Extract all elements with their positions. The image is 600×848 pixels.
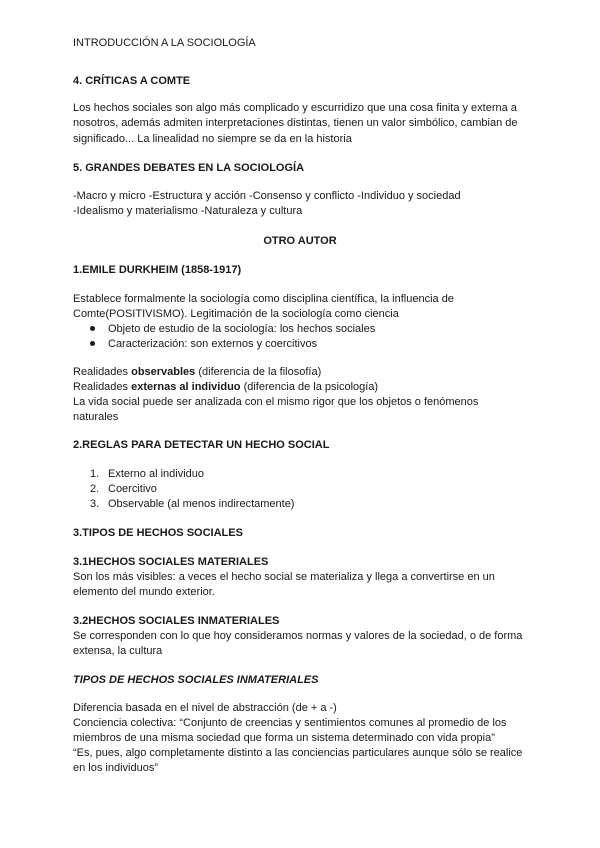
inmateriales-heading: 3.2HECHOS SOCIALES INMATERIALES <box>73 615 280 627</box>
bullet-marker <box>90 337 95 352</box>
list-number: 1. <box>90 468 100 480</box>
tipos-inmateriales-heading: TIPOS DE HECHOS SOCIALES INMATERIALES <box>73 674 319 686</box>
list-number: 3. <box>90 498 100 510</box>
paragraph-line: Son los más visibles: a veces el hecho social se materializa y llega a convertirse en un <box>73 571 495 583</box>
section-5-heading: 5. GRANDES DEBATES EN LA SOCIOLOGÍA <box>73 162 305 174</box>
paragraph-line: extensa, la cultura <box>73 645 163 657</box>
list-number: 2. <box>90 483 100 495</box>
paragraph-line: Los hechos sociales son algo más complicado y escurridizo que una cosa finita y externa a <box>73 102 517 114</box>
paragraph-line: La vida social puede ser analizada con el mismo rigor que los objetos o fenómenos <box>73 396 479 408</box>
section-4-heading: 4. CRÍTICAS A COMTE <box>73 75 191 87</box>
materiales-heading: 3.1HECHOS SOCIALES MATERIALES <box>73 556 269 568</box>
externas-line: Realidades externas al individuo (diferencia de la psicología) <box>73 381 379 393</box>
otro-autor-heading: OTRO AUTOR <box>263 235 337 247</box>
document-header-title: INTRODUCCIÓN A LA SOCIOLOGÍA <box>73 37 256 49</box>
bullet-item: Objeto de estudio de la sociología: los hechos sociales <box>108 323 376 335</box>
paragraph-line: nosotros, además admiten interpretaciones distintas, tienen un valor simbólico, cambian de <box>73 117 518 129</box>
reglas-heading: 2.REGLAS PARA DETECTAR UN HECHO SOCIAL <box>73 439 330 451</box>
paragraph-line: elemento del mundo exterior. <box>73 586 215 598</box>
bullet-marker <box>90 322 95 337</box>
paragraph-line: -Macro y micro -Estructura y acción -Consenso y conflicto -Individuo y sociedad <box>73 190 461 202</box>
tipos-heading: 3.TIPOS DE HECHOS SOCIALES <box>73 527 243 539</box>
durkheim-heading: 1.EMILE DURKHEIM (1858-1917) <box>73 264 242 276</box>
bullet-item: Caracterización: son externos y coercitivos <box>108 338 318 350</box>
paragraph-line: “Es, pues, algo completamente distinto a las conciencias particulares aunque sólo se realice <box>73 747 523 759</box>
paragraph-line: Establece formalmente la sociología como disciplina científica, la influencia de <box>73 293 454 305</box>
list-item: Observable (al menos indirectamente) <box>108 498 295 510</box>
paragraph-line: Conciencia colectiva: “Conjunto de creencias y sentimientos comunes al promedio de los <box>73 717 507 729</box>
list-item: Externo al individuo <box>108 468 205 480</box>
paragraph-line: significado... La linealidad no siempre se da en la historia <box>73 133 352 145</box>
list-item: Coercitivo <box>108 483 157 495</box>
paragraph-line: miembros de una misma sociedad que forma un sistema determinado con vida propia” <box>73 732 495 744</box>
paragraph-line: Diferencia basada en el nivel de abstracción (de + a -) <box>73 702 337 714</box>
paragraph-line: Se corresponden con lo que hoy consideramos normas y valores de la sociedad, o de forma <box>73 630 523 642</box>
paragraph-line: en los individuos” <box>73 762 158 774</box>
paragraph-line: naturales <box>73 411 119 423</box>
paragraph-line: -Idealismo y materialismo -Naturaleza y cultura <box>73 205 303 217</box>
paragraph-line: Comte(POSITIVISMO). Legitimación de la sociología como ciencia <box>73 308 399 320</box>
observables-line: Realidades observables (diferencia de la filosofía) <box>73 366 322 378</box>
